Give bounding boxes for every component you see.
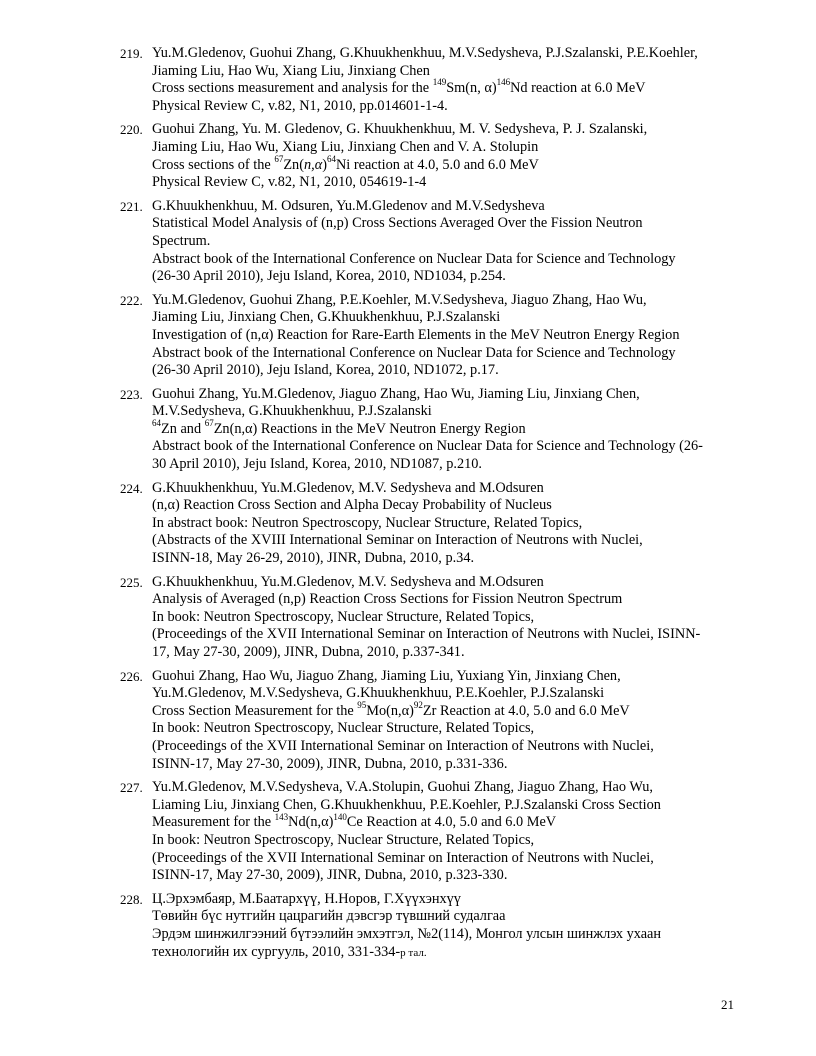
reference-source: (Proceedings of the XVII International Seminar on Interaction of Neutrons with Nuclei, (152, 849, 654, 866)
reference-book: In book: Neutron Spectroscopy, Nuclear Structure, Related Topics, (152, 831, 535, 848)
reference-source: (Abstracts of the XVIII International Seminar on Interaction of Neutrons with Nuclei, (152, 532, 643, 549)
reference-number: 227. (120, 780, 143, 796)
reference-item-228 (116, 891, 746, 962)
reference-number: 224. (120, 480, 143, 496)
reference-title: Measurement for the $^{143}Nd(n,\alpha)^{140}Ce$ Reaction at 4.0, 5.0 and 6.0 MeV (152, 811, 557, 831)
reference-number: 219. (120, 46, 143, 61)
page-number: 21 (721, 997, 734, 1012)
reference-source: Эрдэм шинжилгээний бүтээлийн эмхэтгэл, №2(114), Монгол улсын шинжлэх ухаан (152, 925, 662, 942)
reference-authors: Yu.M.Gledenov, M.V.Sedysheva, V.A.Stolupin, Guohui Zhang, Jiaguo Zhang, Hao Wu, (152, 779, 653, 796)
reference-title: Analysis of Averaged (n,p) Reaction Cross Sections for Fission Neutron Spectrum (152, 591, 623, 608)
reference-source: (26-30 April 2010), Jeju Island, Korea, 2010, ND1034, p.254. (152, 268, 506, 285)
reference-list (116, 45, 746, 968)
reference-authors: Ц.Эрхэмбаяр, М.Баатархүү, Н.Норов, Г.Хүүхэнхүү (152, 890, 461, 907)
reference-source: технологийн их сургууль, 2010, 331-334-р тал. (152, 943, 427, 960)
reference-number: 222. (120, 292, 143, 308)
reference-book: In abstract book: Neutron Spectroscopy, Nuclear Structure, Related Topics, (152, 514, 583, 531)
reference-number: 220. (120, 122, 143, 138)
reference-item-219 (116, 45, 746, 115)
reference-authors: Yu.M.Gledenov, Guohui Zhang, P.E.Koehler, M.V.Sedysheva, Jiaguo Zhang, Hao Wu, (152, 291, 647, 308)
reference-title: Cross sections of the $^{67}Zn(n,\alpha)^{64}Ni$ reaction at 4.0, 5.0 and 6.0 MeV (152, 153, 539, 173)
reference-authors: Yu.M.Gledenov, Guohui Zhang, G.Khuukhenkhuu, M.V.Sedysheva, P.J.Szalanski, P.E.Koehler, (152, 45, 698, 61)
reference-number: 221. (120, 198, 143, 214)
reference-source: Abstract book of the International Conference on Nuclear Data for Science and Technology (152, 344, 676, 361)
reference-source: ISINN-17, May 27-30, 2009), JINR, Dubna, 2010, p.331-336. (152, 755, 508, 772)
reference-item-221 (116, 198, 746, 286)
reference-title: Spectrum. (152, 232, 211, 249)
reference-source: Abstract book of the International Conference on Nuclear Data for Science and Technology (152, 250, 676, 267)
reference-book: In book: Neutron Spectroscopy, Nuclear Structure, Related Topics, (152, 720, 535, 737)
reference-source: (26-30 April 2010), Jeju Island, Korea, 2010, ND1072, p.17. (152, 362, 499, 379)
reference-item-223 (116, 386, 746, 474)
reference-authors: G.Khuukhenkhuu, Yu.M.Gledenov, M.V. Sedysheva and M.Odsuren (152, 573, 544, 590)
reference-source: Abstract book of the International Conference on Nuclear Data for Science and Technology (26- (152, 438, 703, 455)
reference-number: 228. (120, 891, 143, 907)
reference-source: 30 April 2010), Jeju Island, Korea, 2010, ND1087, p.210. (152, 456, 482, 473)
reference-title: Cross sections measurement and analysis for the $^{149}$Sm(n, α)$^{146}$Nd reaction at 6.0 MeV (152, 77, 646, 97)
reference-authors: Yu.M.Gledenov, M.V.Sedysheva, G.Khuukhenkhuu, P.E.Koehler, P.J.Szalanski (152, 685, 605, 702)
reference-item-220 (116, 121, 746, 191)
reference-item-226 (116, 668, 746, 774)
reference-number: 226. (120, 668, 143, 684)
reference-authors: Guohui Zhang, Yu. M. Gledenov, G. Khuukhenkhuu, M. V. Sedysheva, P. J. Szalanski, (152, 121, 648, 138)
reference-title: Statistical Model Analysis of (n,p) Cross Sections Averaged Over the Fission Neutron (152, 215, 643, 232)
reference-authors: Guohui Zhang, Yu.M.Gledenov, Jiaguo Zhang, Hao Wu, Jiaming Liu, Jinxiang Chen, (152, 385, 640, 402)
reference-source: 17, May 27-30, 2009), JINR, Dubna, 2010, p.337-341. (152, 644, 465, 660)
reference-authors: G.Khuukhenkhuu, Yu.M.Gledenov, M.V. Sedysheva and M.Odsuren (152, 479, 544, 496)
reference-title: (n,α) Reaction Cross Section and Alpha Decay Probability of Nucleus (152, 497, 552, 514)
reference-item-227 (116, 779, 746, 885)
reference-source: Physical Review C, v.82, N1, 2010, 054619-1-4 (152, 174, 427, 191)
reference-title: Investigation of (n,α) Reaction for Rare-Earth Elements in the MeV Neutron Energy Region (152, 326, 680, 343)
reference-authors: Guohui Zhang, Hao Wu, Jiaguo Zhang, Jiaming Liu, Yuxiang Yin, Jinxiang Chen, (152, 667, 621, 684)
reference-authors: Liaming Liu, Jinxiang Chen, G.Khuukhenkhuu, P.E.Koehler, P.J.Szalanski Cross Section (152, 796, 661, 813)
reference-authors: Jiaming Liu, Jinxiang Chen, G.Khuukhenkhuu, P.J.Szalanski (152, 309, 501, 326)
reference-source: ISINN-18, May 26-29, 2010), JINR, Dubna, 2010, p.34. (152, 550, 475, 567)
reference-number: 225. (120, 574, 143, 590)
reference-book: In book: Neutron Spectroscopy, Nuclear Structure, Related Topics, (152, 608, 535, 625)
reference-item-224 (116, 480, 746, 568)
reference-title: $^{64}$Zn and $^{67}$Zn(n,α) Reactions in the MeV Neutron Energy Region (152, 418, 526, 437)
reference-source: Physical Review C, v.82, N1, 2010, pp.014601-1-4. (152, 97, 448, 114)
reference-authors: G.Khuukhenkhuu, M. Odsuren, Yu.M.Gledenov and M.V.Sedysheva (152, 197, 545, 214)
reference-source: (Proceedings of the XVII International Seminar on Interaction of Neutrons with Nuclei, ISINN- (152, 626, 701, 643)
reference-source: ISINN-17, May 27-30, 2009), JINR, Dubna, 2010, p.323-330. (152, 867, 508, 884)
reference-authors: Jiaming Liu, Hao Wu, Xiang Liu, Jinxiang Chen and V. A. Stolupin (152, 138, 539, 155)
reference-item-222 (116, 292, 746, 380)
reference-authors: Jiaming Liu, Hao Wu, Xiang Liu, Jinxiang Chen (152, 62, 430, 79)
reference-source: (Proceedings of the XVII International Seminar on Interaction of Neutrons with Nuclei, (152, 737, 654, 754)
reference-title: Cross Section Measurement for the $^{95}Mo(n,\alpha)^{92}Zr$ Reaction at 4.0, 5.0 and 6.0 MeV (152, 700, 630, 719)
reference-authors: M.V.Sedysheva, G.Khuukhenkhuu, P.J.Szalanski (152, 403, 432, 420)
reference-number: 223. (120, 386, 143, 402)
reference-item-225 (116, 574, 746, 662)
reference-title: Төвийн бүс нутгийн цацрагийн дэвсгэр түвшний судалгаа (152, 908, 506, 925)
